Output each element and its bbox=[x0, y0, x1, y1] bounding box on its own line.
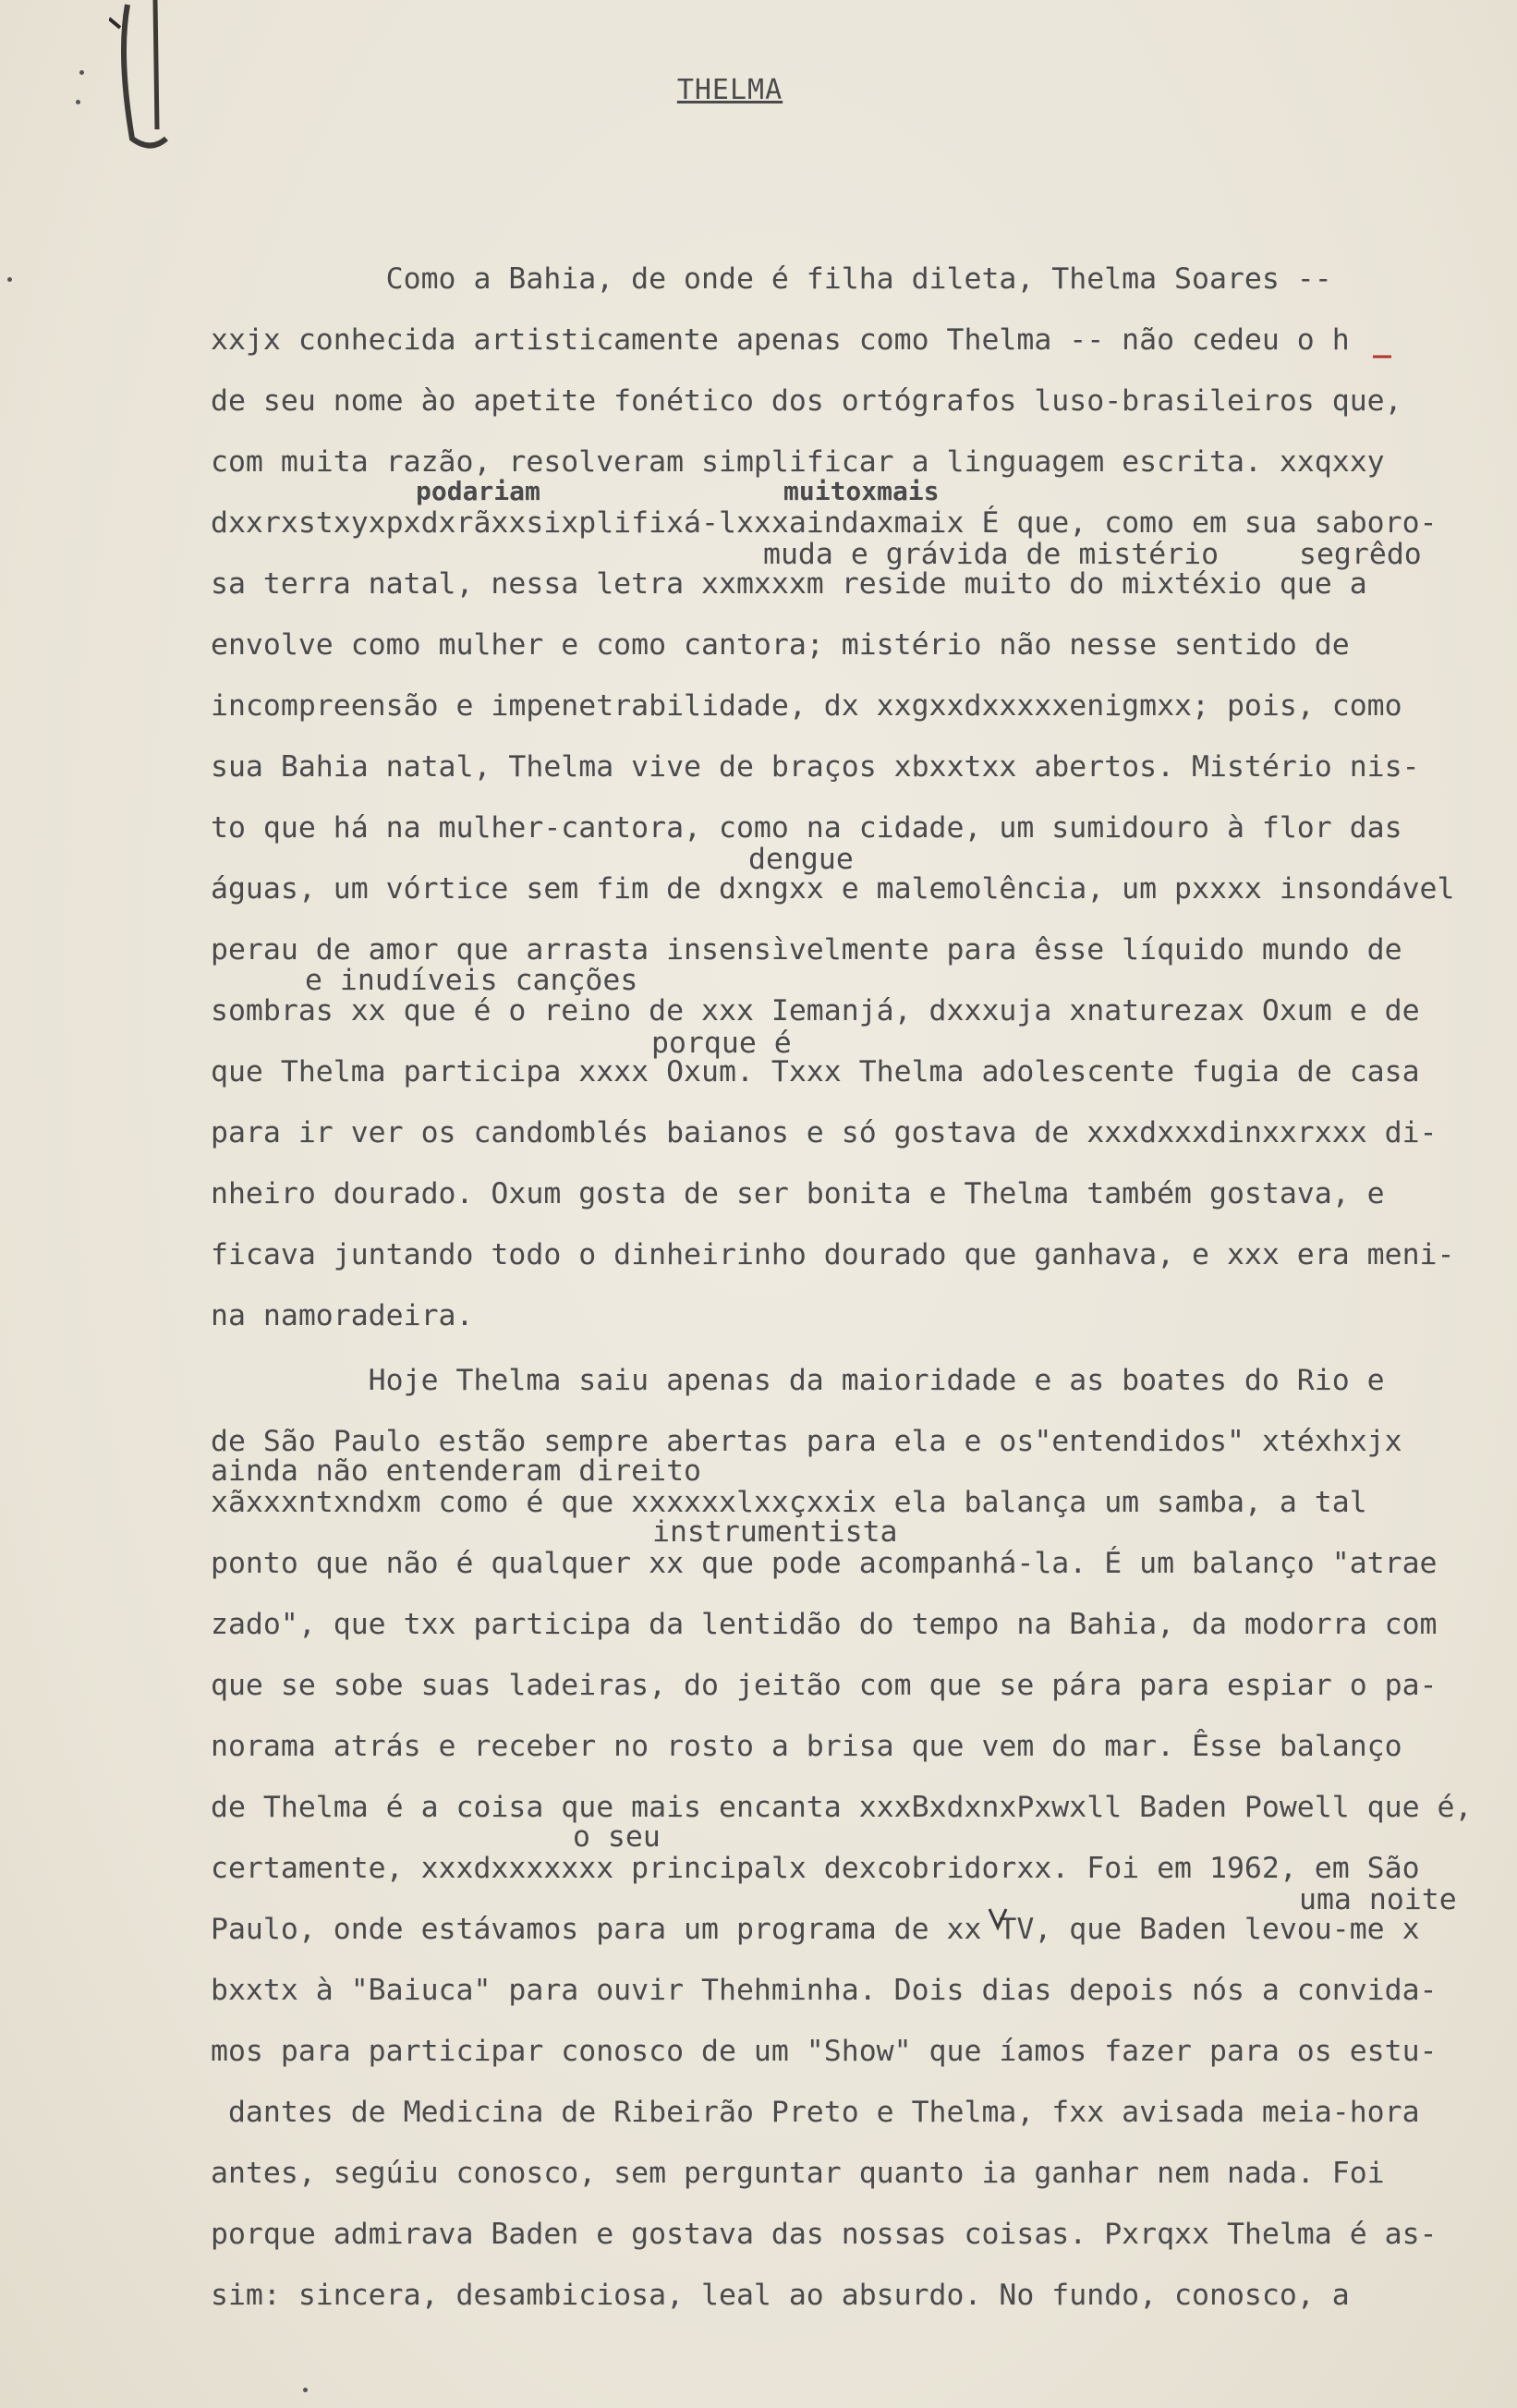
insertion-text: instrumentista bbox=[652, 1515, 898, 1549]
text-line: bxxtx à "Baiuca" para ouvir Thehminha. Dois dias depois nós a convida- bbox=[211, 1974, 1438, 2007]
text-line: dantes de Medicina de Ribeirão Preto e Thelma, fxx avisada meia-hora bbox=[211, 2096, 1420, 2129]
red-underline-mark bbox=[1371, 351, 1393, 362]
insertion-text: podariam bbox=[416, 476, 540, 506]
text-line: de Thelma é a coisa que mais encanta xxxBxdxnxPxwxll Baden Powell que é, bbox=[211, 1791, 1473, 1824]
insertion-text: segrêdo bbox=[1299, 538, 1422, 571]
text-line: perau de amor que arrasta insensìvelmente para êsse líquido mundo de bbox=[211, 933, 1402, 967]
insertion-caret-mark bbox=[987, 1907, 1009, 1931]
text-line: ficava juntando todo o dinheirinho dourado que ganhava, e xxx era meni- bbox=[211, 1238, 1455, 1271]
text-line: ponto que não é qualquer xx que pode acompanhá-la. É um balanço "atrae bbox=[211, 1547, 1438, 1580]
text-line: zado", que txx participa da lentidão do tempo na Bahia, da modorra com bbox=[211, 1608, 1438, 1641]
insertion-text: muda e grávida de mistério bbox=[763, 538, 1220, 571]
insertion-text: ainda não entenderam direito bbox=[211, 1454, 702, 1488]
text-line: incompreensão e impenetrabilidade, dx xxgxxdxxxxxenigmxx; pois, como bbox=[211, 689, 1402, 723]
insertion-text: porque é bbox=[651, 1027, 792, 1060]
ink-speck bbox=[7, 277, 12, 282]
text-line: que se sobe suas ladeiras, do jeitão com que se pára para espiar o pa- bbox=[211, 1669, 1438, 1702]
text-line: de São Paulo estão sempre abertas para ela e os"entendidos" xtéxhxjx bbox=[211, 1425, 1402, 1458]
text-line: para ir ver os candomblés baianos e só gostava de xxxdxxxdinxxrxxx di- bbox=[211, 1116, 1438, 1149]
insertion-text: o seu bbox=[573, 1820, 661, 1854]
text-line: norama atrás e receber no rosto a brisa que vem do mar. Êsse balanço bbox=[211, 1730, 1402, 1763]
text-line: sombras xx que é o reino de xxx Iemanjá, dxxxuja xnaturezax Oxum e de bbox=[211, 994, 1420, 1028]
text-line: dxxrxstxyxpxdxrãxxsixplifixá-lxxxaindaxmaix É que, como em sua saboro- bbox=[211, 506, 1438, 540]
text-line: porque admirava Baden e gostava das nossas coisas. Pxrqxx Thelma é as- bbox=[211, 2218, 1438, 2251]
page-title: THELMA bbox=[676, 74, 783, 106]
ink-speck bbox=[303, 2388, 308, 2392]
text-line: Paulo, onde estávamos para um programa de xx TV, que Baden levou-me x bbox=[211, 1913, 1420, 1946]
text-line: mos para participar conosco de um "Show" que íamos fazer para os estu- bbox=[211, 2035, 1438, 2068]
text-line: envolve como mulher e como cantora; mistério não nesse sentido de bbox=[211, 628, 1350, 662]
insertion-text: dengue bbox=[748, 843, 854, 876]
text-line: certamente, xxxdxxxxxxx principalx dexcobridorxx. Foi em 1962, em São bbox=[211, 1852, 1420, 1885]
text-line: na namoradeira. bbox=[211, 1299, 474, 1332]
text-line: to que há na mulher-cantora, como na cidade, um sumidouro à flor das bbox=[211, 811, 1402, 845]
text-line: xxjx conhecida artisticamente apenas como Thelma -- não cedeu o h bbox=[211, 323, 1350, 357]
text-line: nheiro dourado. Oxum gosta de ser bonita e Thelma também gostava, e bbox=[211, 1177, 1385, 1210]
insertion-text: muitoxmais bbox=[783, 476, 940, 506]
text-line: sa terra natal, nessa letra xxmxxxm reside muito do mixtéxio que a bbox=[211, 567, 1367, 601]
text-line: águas, um vórtice sem fim de dxngxx e malemolência, um pxxxx insondável bbox=[211, 872, 1455, 906]
text-line: Hoje Thelma saiu apenas da maioridade e as boates do Rio e bbox=[211, 1364, 1385, 1397]
text-line: Como a Bahia, de onde é filha dileta, Thelma Soares -- bbox=[211, 262, 1332, 296]
text-line: sim: sincera, desambiciosa, leal ao absurdo. No fundo, conosco, a bbox=[211, 2279, 1350, 2312]
insertion-text: e inudíveis canções bbox=[305, 964, 638, 997]
insertion-text: uma noite bbox=[1299, 1883, 1457, 1916]
text-line: com muita razão, resolveram simplificar a linguagem escrita. xxqxxy bbox=[211, 445, 1385, 479]
text-line: antes, segúiu conosco, sem perguntar quanto ia ganhar nem nada. Foi bbox=[211, 2157, 1385, 2190]
text-line: sua Bahia natal, Thelma vive de braços xbxxtxx abertos. Mistério nis- bbox=[211, 750, 1420, 784]
text-line: que Thelma participa xxxx Oxum. Txxx Thelma adolescente fugia de casa bbox=[211, 1055, 1420, 1088]
text-line: de seu nome ào apetite fonético dos ortógrafos luso-brasileiros que, bbox=[211, 384, 1402, 418]
text-line: xãxxxntxndxm como é que xxxxxxlxxçxxix ela balança um samba, a tal bbox=[211, 1486, 1367, 1519]
